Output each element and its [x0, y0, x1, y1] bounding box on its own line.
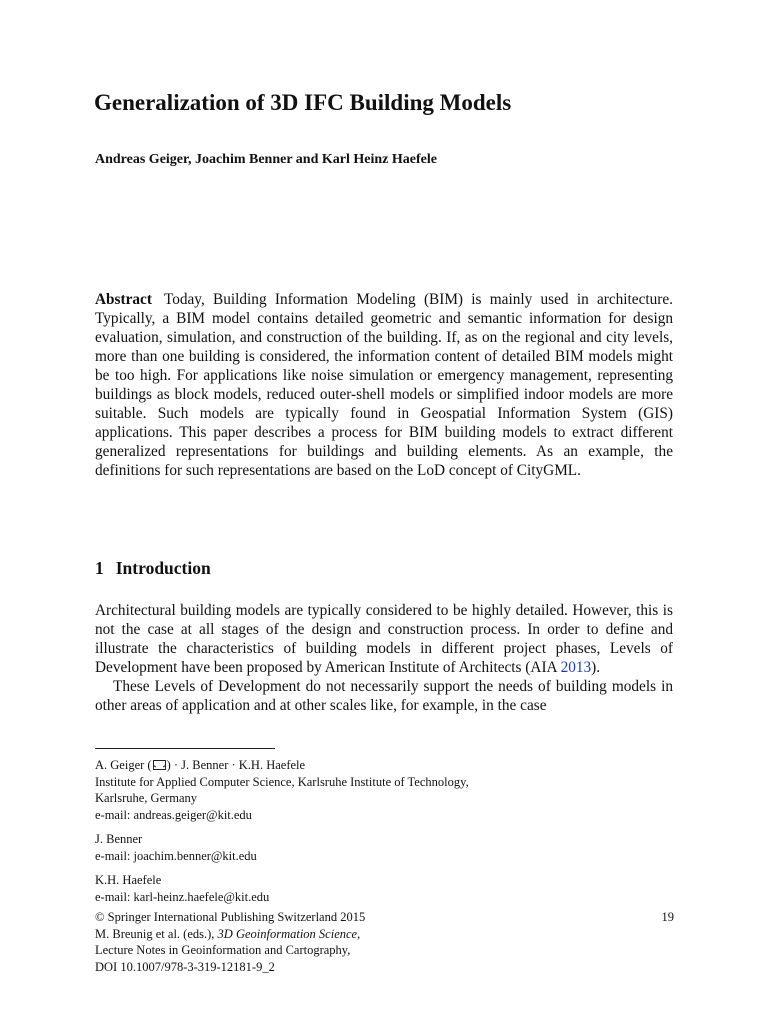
editors-suffix: , [357, 926, 361, 941]
footnote-rule [95, 748, 275, 749]
book-title: 3D Geoinformation Science [217, 926, 358, 941]
editors-prefix: M. Breunig et al. (eds.), [95, 926, 218, 941]
series-line: Lecture Notes in Geoinformation and Cartography, [95, 943, 351, 957]
section-heading [95, 556, 495, 580]
section-title: Introduction [115, 558, 211, 578]
intro-paragraph-1-end: ). [591, 659, 601, 676]
citation-link-aia-2013[interactable]: 2013 [560, 659, 592, 676]
intro-paragraph-1-text: Architectural building models are typically considered to be highly detailed. However, this is not the case at all stages of the design and construction process. In order to define and illustrate the characteristics of building models in different project phases, Levels of Development have been proposed by American Institute of Architects (AIA [95, 602, 673, 676]
haefele-name: K.H. Haefele [95, 873, 162, 887]
author-footnotes [95, 757, 655, 913]
affiliation-line-1: Institute for Applied Computer Science, Karlsruhe Institute of Technology, [95, 774, 469, 789]
publication-info [95, 909, 675, 975]
section-number: 1 [95, 558, 104, 578]
copyright-line: © Springer International Publishing Switzerland 2015 [95, 910, 366, 924]
envelope-icon[interactable] [153, 760, 166, 770]
abstract-text: Today, Building Information Modeling (BIM) is mainly used in architecture. Typically, a BIM model contains detailed geometric and semantic information for design evaluation, simulation, and construction of the building. If, as on the regional and city levels, more than one building is considered, the information content of detailed BIM models might be too high. For applications like noise simulation or emergency management, representing buildings as block models, reduced outer-shell models or simplified indoor models are more suitable. Such models are typically found in Geospatial Information System (GIS) applications. This paper describes a process for BIM building models to extract different generalized representations for buildings and building elements. As an example, the definitions for such representations are based on the LoD concept of CityGML. [95, 291, 673, 479]
footnote-author-geiger: A. Geiger ( [95, 758, 152, 772]
intro-paragraph-1 [95, 601, 673, 677]
intro-paragraph-2: These Levels of Development do not necessarily support the needs of building models in other areas of application and at other scales like, for example, in the case [95, 678, 673, 714]
email-geiger[interactable]: e-mail: andreas.geiger@kit.edu [95, 807, 252, 822]
author-list: Andreas Geiger, Joachim Benner and Karl Heinz Haefele [95, 152, 437, 167]
affiliation-line-2: Karlsruhe, Germany [95, 791, 198, 805]
footnote-benner [95, 831, 655, 864]
abstract-label: Abstract [95, 291, 152, 308]
footnote-authors-line [95, 757, 655, 774]
doi-line[interactable]: DOI 10.1007/978-3-319-12181-9_2 [95, 959, 275, 974]
introduction-body [95, 601, 673, 715]
footnote-coauthors: ) · J. Benner · K.H. Haefele [166, 758, 306, 772]
abstract [95, 290, 673, 480]
email-haefele[interactable]: e-mail: karl-heinz.haefele@kit.edu [95, 889, 270, 904]
paper-title: Generalization of 3D IFC Building Models [94, 90, 512, 115]
email-benner[interactable]: e-mail: joachim.benner@kit.edu [95, 848, 257, 863]
footnote-haefele [95, 872, 655, 905]
page-number: 19 [661, 910, 674, 924]
footnote-geiger [95, 757, 655, 823]
editors-line [95, 926, 675, 943]
benner-name: J. Benner [95, 832, 143, 846]
